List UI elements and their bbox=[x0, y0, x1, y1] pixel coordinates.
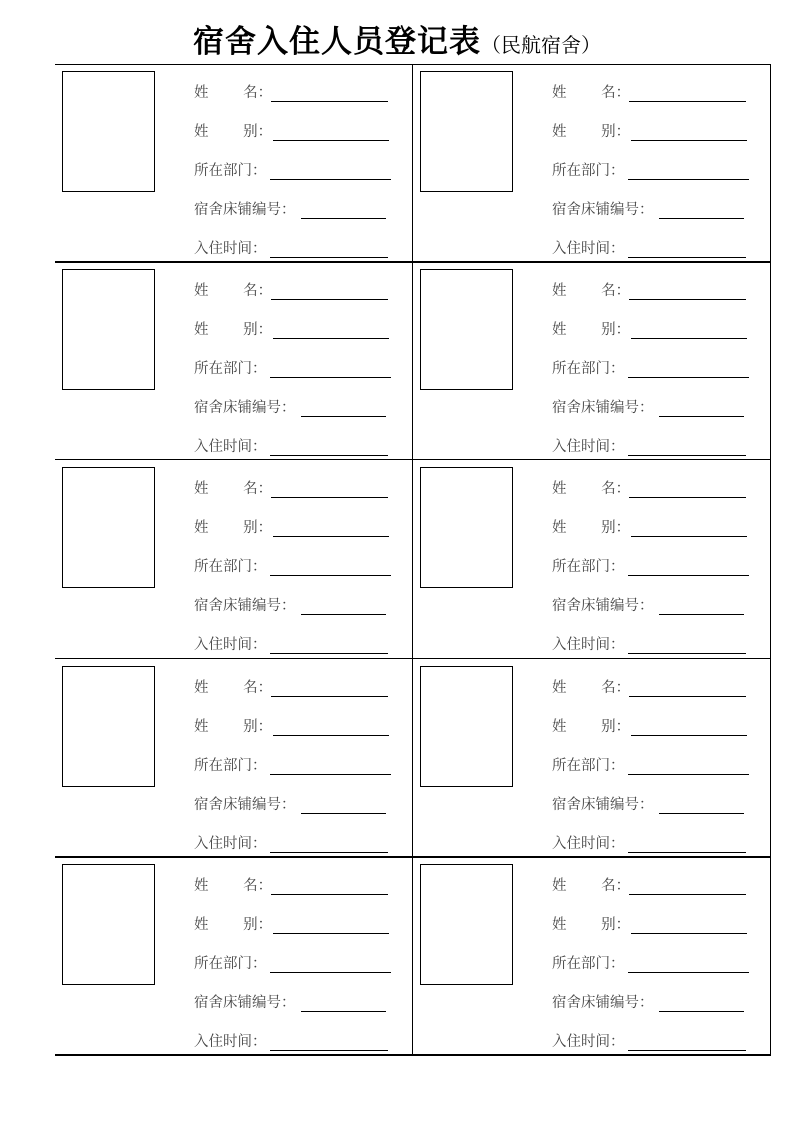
field-label: 所在部门： bbox=[194, 955, 267, 972]
registration-grid bbox=[55, 64, 771, 1055]
field-department bbox=[552, 358, 749, 378]
field-gender bbox=[194, 716, 389, 736]
field-label: 姓 名： bbox=[194, 481, 273, 498]
field-label: 姓 别： bbox=[194, 520, 273, 537]
field-label: 姓 名： bbox=[194, 85, 273, 101]
field-gender bbox=[194, 319, 389, 339]
fill-in-line[interactable] bbox=[301, 997, 386, 1012]
fill-in-line[interactable] bbox=[659, 799, 744, 814]
photo-box bbox=[62, 666, 155, 787]
field-bed_no bbox=[552, 992, 744, 1012]
fill-in-line[interactable] bbox=[271, 285, 388, 300]
fill-in-line[interactable] bbox=[628, 958, 749, 973]
field-label: 入住时间： bbox=[552, 1033, 625, 1050]
fill-in-line[interactable] bbox=[273, 126, 389, 141]
field-department bbox=[194, 358, 391, 378]
registration-card bbox=[413, 460, 771, 658]
field-gender bbox=[552, 716, 747, 736]
field-name bbox=[552, 82, 746, 102]
field-label: 姓 别： bbox=[552, 718, 631, 735]
fill-in-line[interactable] bbox=[270, 760, 391, 775]
field-department bbox=[194, 556, 391, 576]
field-label: 入住时间： bbox=[552, 241, 625, 257]
field-label: 宿舍床铺编号： bbox=[552, 796, 654, 813]
fill-in-line[interactable] bbox=[629, 483, 746, 498]
field-bed_no bbox=[194, 794, 386, 814]
field-checkin bbox=[194, 1031, 388, 1051]
field-label: 姓 别： bbox=[194, 916, 273, 933]
page-title-sub: （民航宿舍） bbox=[481, 33, 601, 57]
field-checkin bbox=[194, 833, 388, 853]
fill-in-line[interactable] bbox=[273, 522, 389, 537]
fill-in-line[interactable] bbox=[270, 958, 391, 973]
fill-in-line[interactable] bbox=[628, 838, 746, 853]
field-label: 姓 名： bbox=[194, 877, 273, 894]
grid-center-divider bbox=[412, 64, 413, 1055]
field-label: 姓 名： bbox=[552, 85, 631, 101]
registration-card bbox=[55, 262, 413, 460]
field-checkin bbox=[194, 634, 388, 654]
field-label: 所在部门： bbox=[194, 361, 267, 378]
field-label: 姓 别： bbox=[552, 322, 631, 339]
field-label: 所在部门： bbox=[552, 955, 625, 972]
photo-box bbox=[420, 467, 513, 588]
field-label: 姓 名： bbox=[194, 679, 273, 696]
field-department bbox=[552, 755, 749, 775]
field-label: 入住时间： bbox=[552, 637, 625, 654]
field-gender bbox=[552, 121, 747, 141]
fill-in-line[interactable] bbox=[629, 880, 746, 895]
registration-card bbox=[413, 659, 771, 857]
photo-box bbox=[62, 467, 155, 588]
field-bed_no bbox=[194, 199, 386, 219]
field-name bbox=[194, 82, 388, 102]
fill-in-line[interactable] bbox=[631, 919, 747, 934]
field-name bbox=[194, 875, 388, 895]
field-label: 姓 名： bbox=[552, 283, 631, 300]
fill-in-line[interactable] bbox=[659, 997, 744, 1012]
field-bed_no bbox=[194, 397, 386, 417]
field-label: 姓 名： bbox=[194, 283, 273, 300]
fill-in-line[interactable] bbox=[628, 1036, 746, 1051]
field-label: 所在部门： bbox=[552, 163, 625, 179]
field-department bbox=[552, 556, 749, 576]
field-label: 姓 别： bbox=[194, 124, 273, 140]
photo-box bbox=[62, 864, 155, 985]
field-bed_no bbox=[552, 397, 744, 417]
field-label: 所在部门： bbox=[552, 757, 625, 774]
fill-in-line[interactable] bbox=[628, 165, 749, 180]
fill-in-line[interactable] bbox=[628, 363, 749, 378]
field-bed_no bbox=[552, 595, 744, 615]
field-checkin bbox=[194, 436, 388, 456]
field-label: 入住时间： bbox=[194, 835, 267, 852]
field-label: 入住时间： bbox=[194, 241, 267, 257]
field-label: 入住时间： bbox=[552, 835, 625, 852]
fill-in-line[interactable] bbox=[273, 721, 389, 736]
field-checkin bbox=[552, 436, 746, 456]
row-divider bbox=[55, 658, 771, 659]
field-checkin bbox=[552, 238, 746, 258]
field-name bbox=[194, 280, 388, 300]
field-gender bbox=[194, 517, 389, 537]
page-title-main: 宿舍入住人员登记表 bbox=[193, 24, 481, 60]
fill-in-line[interactable] bbox=[301, 799, 386, 814]
grid-right-border bbox=[770, 64, 771, 1055]
row-divider bbox=[55, 1054, 771, 1056]
registration-card bbox=[55, 460, 413, 658]
fill-in-line[interactable] bbox=[659, 402, 744, 417]
field-gender bbox=[552, 914, 747, 934]
field-bed_no bbox=[194, 595, 386, 615]
field-label: 宿舍床铺编号： bbox=[194, 598, 296, 615]
registration-card bbox=[413, 64, 771, 262]
field-bed_no bbox=[194, 992, 386, 1012]
field-label: 所在部门： bbox=[552, 361, 625, 378]
registration-card bbox=[55, 659, 413, 857]
field-label: 入住时间： bbox=[552, 439, 625, 456]
field-gender bbox=[194, 121, 389, 141]
fill-in-line[interactable] bbox=[270, 363, 391, 378]
field-department bbox=[552, 953, 749, 973]
field-label: 宿舍床铺编号： bbox=[552, 598, 654, 615]
field-name bbox=[552, 478, 746, 498]
fill-in-line[interactable] bbox=[301, 600, 386, 615]
fill-in-line[interactable] bbox=[659, 204, 744, 219]
field-label: 宿舍床铺编号： bbox=[194, 994, 296, 1011]
field-department bbox=[194, 953, 391, 973]
photo-box bbox=[62, 71, 155, 192]
page-title bbox=[0, 22, 794, 67]
field-label: 姓 名： bbox=[552, 877, 631, 894]
field-gender bbox=[194, 914, 389, 934]
fill-in-line[interactable] bbox=[628, 561, 749, 576]
fill-in-line[interactable] bbox=[271, 87, 388, 102]
field-name bbox=[552, 677, 746, 697]
fill-in-line[interactable] bbox=[629, 87, 746, 102]
fill-in-line[interactable] bbox=[659, 600, 744, 615]
fill-in-line[interactable] bbox=[270, 441, 388, 456]
photo-box bbox=[420, 269, 513, 390]
photo-box bbox=[420, 71, 513, 192]
row-divider bbox=[55, 459, 771, 460]
fill-in-line[interactable] bbox=[271, 483, 388, 498]
fill-in-line[interactable] bbox=[628, 243, 746, 258]
field-bed_no bbox=[552, 199, 744, 219]
field-label: 入住时间： bbox=[194, 1033, 267, 1050]
fill-in-line[interactable] bbox=[629, 285, 746, 300]
field-label: 宿舍床铺编号： bbox=[194, 400, 296, 417]
fill-in-line[interactable] bbox=[301, 402, 386, 417]
fill-in-line[interactable] bbox=[629, 682, 746, 697]
field-department bbox=[194, 755, 391, 775]
registration-card bbox=[413, 857, 771, 1055]
field-gender bbox=[552, 319, 747, 339]
field-checkin bbox=[552, 1031, 746, 1051]
fill-in-line[interactable] bbox=[270, 243, 388, 258]
fill-in-line[interactable] bbox=[270, 1036, 388, 1051]
field-name bbox=[552, 280, 746, 300]
field-label: 姓 名： bbox=[552, 481, 631, 498]
fill-in-line[interactable] bbox=[301, 204, 386, 219]
field-label: 姓 别： bbox=[194, 718, 273, 735]
field-label: 姓 别： bbox=[194, 322, 273, 339]
registration-card bbox=[55, 857, 413, 1055]
field-name bbox=[194, 677, 388, 697]
field-department bbox=[194, 160, 391, 180]
field-label: 宿舍床铺编号： bbox=[194, 202, 296, 218]
row-divider bbox=[55, 856, 771, 858]
fill-in-line[interactable] bbox=[271, 880, 388, 895]
field-label: 姓 别： bbox=[552, 916, 631, 933]
field-label: 入住时间： bbox=[194, 637, 267, 654]
registration-card bbox=[55, 64, 413, 262]
fill-in-line[interactable] bbox=[631, 126, 747, 141]
fill-in-line[interactable] bbox=[628, 760, 749, 775]
field-label: 所在部门： bbox=[552, 559, 625, 576]
field-label: 宿舍床铺编号： bbox=[552, 202, 654, 218]
fill-in-line[interactable] bbox=[270, 165, 391, 180]
field-label: 入住时间： bbox=[194, 439, 267, 456]
field-name bbox=[552, 875, 746, 895]
field-label: 姓 别： bbox=[552, 124, 631, 140]
field-label: 姓 名： bbox=[552, 679, 631, 696]
field-label: 所在部门： bbox=[194, 163, 267, 179]
photo-box bbox=[420, 666, 513, 787]
fill-in-line[interactable] bbox=[273, 324, 389, 339]
field-bed_no bbox=[552, 794, 744, 814]
grid-top-border bbox=[55, 64, 771, 65]
field-label: 宿舍床铺编号： bbox=[552, 400, 654, 417]
fill-in-line[interactable] bbox=[628, 441, 746, 456]
registration-card bbox=[413, 262, 771, 460]
fill-in-line[interactable] bbox=[271, 682, 388, 697]
fill-in-line[interactable] bbox=[273, 919, 389, 934]
fill-in-line[interactable] bbox=[631, 721, 747, 736]
photo-box bbox=[420, 864, 513, 985]
field-label: 所在部门： bbox=[194, 559, 267, 576]
field-checkin bbox=[552, 634, 746, 654]
field-label: 宿舍床铺编号： bbox=[194, 796, 296, 813]
field-name bbox=[194, 478, 388, 498]
fill-in-line[interactable] bbox=[270, 838, 388, 853]
field-label: 姓 别： bbox=[552, 520, 631, 537]
fill-in-line[interactable] bbox=[631, 522, 747, 537]
field-label: 宿舍床铺编号： bbox=[552, 994, 654, 1011]
field-gender bbox=[552, 517, 747, 537]
field-checkin bbox=[552, 833, 746, 853]
photo-box bbox=[62, 269, 155, 390]
fill-in-line[interactable] bbox=[270, 639, 388, 654]
field-checkin bbox=[194, 238, 388, 258]
field-label: 所在部门： bbox=[194, 757, 267, 774]
field-department bbox=[552, 160, 749, 180]
fill-in-line[interactable] bbox=[631, 324, 747, 339]
row-divider bbox=[55, 261, 771, 263]
fill-in-line[interactable] bbox=[628, 639, 746, 654]
fill-in-line[interactable] bbox=[270, 561, 391, 576]
